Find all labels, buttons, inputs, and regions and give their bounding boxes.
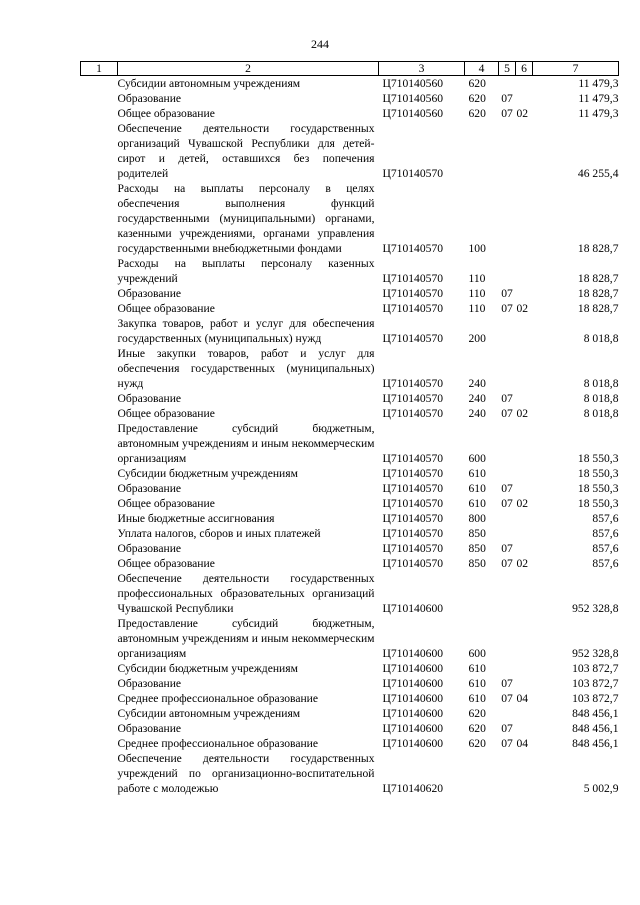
target-article-code: Ц710140570: [382, 242, 444, 255]
table-row: [81, 751, 619, 796]
header-col-5: 5: [499, 62, 516, 76]
amount: 18 550,3: [577, 452, 619, 465]
section-code: [499, 616, 516, 661]
row-number-cell: [81, 751, 118, 796]
row-number-cell: [81, 286, 118, 301]
subsection-code: [516, 676, 533, 691]
target-article-code: Ц710140570: [382, 452, 444, 465]
subsection-code: 04: [516, 692, 529, 705]
expense-name: Общее образование: [117, 557, 215, 570]
expense-type-code: 850: [468, 527, 486, 540]
row-number-cell: [81, 511, 118, 526]
amount: 103 872,7: [572, 692, 619, 705]
expense-name: Обеспечение деятельности государственных профессиональных образовательных организаций Чувашской Республики: [117, 572, 375, 615]
section-code: [499, 421, 516, 466]
amount: 952 328,8: [572, 602, 619, 615]
table-row: [81, 121, 619, 181]
amount: 857,6: [592, 542, 619, 555]
target-article-code: Ц710140570: [382, 527, 444, 540]
expense-type-code: 620: [468, 707, 486, 720]
amount: 857,6: [592, 527, 619, 540]
table-row: [81, 556, 619, 571]
subsection-code: [516, 571, 533, 616]
subsection-code: [516, 316, 533, 346]
budget-table: [80, 61, 619, 796]
expense-name: Образование: [117, 722, 182, 735]
row-number-cell: [81, 676, 118, 691]
table-header: [81, 62, 619, 76]
expense-type-code: 240: [468, 377, 486, 390]
amount: 46 255,4: [577, 167, 619, 180]
subsection-code: [516, 256, 533, 286]
table-row: [81, 541, 619, 556]
expense-type-code: 610: [468, 497, 486, 510]
subsection-code: [516, 706, 533, 721]
expense-name: Среднее профессиональное образование: [117, 737, 319, 750]
amount: 103 872,7: [572, 677, 619, 690]
section-code: [499, 661, 516, 676]
table-row: [81, 676, 619, 691]
amount: 952 328,8: [572, 647, 619, 660]
row-number-cell: [81, 706, 118, 721]
subsection-code: 02: [516, 557, 529, 570]
amount: 848 456,1: [572, 722, 619, 735]
table-row: [81, 301, 619, 316]
table-row: [81, 691, 619, 706]
table-row: [81, 661, 619, 676]
expense-type-code: 620: [468, 77, 486, 90]
target-article-code: Ц710140570: [382, 407, 444, 420]
target-article-code: Ц710140570: [382, 167, 444, 180]
subsection-code: [516, 541, 533, 556]
expense-name: Общее образование: [117, 107, 215, 120]
target-article-code: Ц710140570: [382, 302, 444, 315]
section-code: 07: [501, 407, 513, 420]
amount: 8 018,8: [583, 407, 619, 420]
section-code: 07: [501, 392, 513, 405]
expense-type-code: 610: [468, 482, 486, 495]
header-col-1: 1: [81, 62, 118, 76]
subsection-code: [516, 121, 533, 181]
expense-type-code: 600: [468, 647, 486, 660]
table-row: [81, 391, 619, 406]
target-article-code: Ц710140570: [382, 392, 444, 405]
target-article-code: Ц710140570: [382, 287, 444, 300]
table-row: [81, 496, 619, 511]
section-code: [499, 466, 516, 481]
subsection-code: [516, 346, 533, 391]
row-number-cell: [81, 391, 118, 406]
target-article-code: Ц710140560: [382, 107, 444, 120]
section-code: [499, 706, 516, 721]
subsection-code: [516, 91, 533, 106]
target-article-code: Ц710140570: [382, 272, 444, 285]
amount: 8 018,8: [583, 332, 619, 345]
expense-type-code: 610: [468, 677, 486, 690]
table-row: [81, 106, 619, 121]
row-number-cell: [81, 481, 118, 496]
row-number-cell: [81, 76, 118, 92]
target-article-code: Ц710140570: [382, 467, 444, 480]
section-code: [499, 511, 516, 526]
table-row: [81, 736, 619, 751]
expense-type-code: 620: [468, 737, 486, 750]
amount: 857,6: [592, 557, 619, 570]
target-article-code: Ц710140600: [382, 737, 444, 750]
amount: 8 018,8: [583, 377, 619, 390]
header-col-2: 2: [118, 62, 379, 76]
header-col-7: 7: [533, 62, 619, 76]
section-code: 07: [501, 692, 513, 705]
expense-name: Среднее профессиональное образование: [117, 692, 319, 705]
expense-name: Общее образование: [117, 302, 215, 315]
section-code: 07: [501, 107, 513, 120]
row-number-cell: [81, 541, 118, 556]
subsection-code: [516, 421, 533, 466]
amount: 5 002,9: [583, 782, 619, 795]
subsection-code: [516, 616, 533, 661]
table-row: [81, 316, 619, 346]
table-row: [81, 406, 619, 421]
header-col-3: 3: [379, 62, 465, 76]
row-number-cell: [81, 721, 118, 736]
expense-name: Расходы на выплаты персоналу в целях обеспечения выполнения функций государственными (муниципальными) органами, казенными учреждениями, органами управления государственными внебюджетными фондами: [117, 182, 375, 255]
section-code: [499, 316, 516, 346]
amount: 18 550,3: [577, 482, 619, 495]
subsection-code: [516, 391, 533, 406]
section-code: [499, 181, 516, 256]
section-code: 07: [501, 722, 513, 735]
expense-type-code: 620: [468, 722, 486, 735]
expense-name: Образование: [117, 92, 182, 105]
section-code: [499, 76, 516, 92]
expense-name: Общее образование: [117, 407, 215, 420]
row-number-cell: [81, 466, 118, 481]
expense-type-code: 850: [468, 542, 486, 555]
expense-name: Образование: [117, 287, 182, 300]
amount: 857,6: [592, 512, 619, 525]
amount: 103 872,7: [572, 662, 619, 675]
amount: 18 828,7: [577, 287, 619, 300]
table-body: [81, 76, 619, 797]
target-article-code: Ц710140600: [382, 602, 444, 615]
expense-name: Иные бюджетные ассигнования: [117, 512, 275, 525]
row-number-cell: [81, 121, 118, 181]
row-number-cell: [81, 736, 118, 751]
expense-name: Образование: [117, 677, 182, 690]
target-article-code: Ц710140570: [382, 497, 444, 510]
expense-type-code: 110: [468, 302, 486, 315]
amount: 848 456,1: [572, 707, 619, 720]
row-number-cell: [81, 556, 118, 571]
expense-type-code: 110: [468, 287, 486, 300]
expense-name: Предоставление субсидий бюджетным, автономным учреждениям и иным некоммерческим организациям: [117, 617, 375, 660]
row-number-cell: [81, 301, 118, 316]
row-number-cell: [81, 661, 118, 676]
subsection-code: [516, 76, 533, 92]
expense-type-code: 800: [468, 512, 486, 525]
row-number-cell: [81, 256, 118, 286]
table-row: [81, 91, 619, 106]
subsection-code: 02: [516, 107, 529, 120]
target-article-code: Ц710140560: [382, 92, 444, 105]
subsection-code: [516, 181, 533, 256]
expense-type-code: 620: [468, 107, 486, 120]
amount: 18 550,3: [577, 497, 619, 510]
row-number-cell: [81, 91, 118, 106]
expense-name: Субсидии автономным учреждениям: [117, 77, 301, 90]
row-number-cell: [81, 496, 118, 511]
section-code: 07: [501, 497, 513, 510]
row-number-cell: [81, 106, 118, 121]
expense-type-code: 600: [468, 452, 486, 465]
target-article-code: Ц710140600: [382, 662, 444, 675]
subsection-code: 02: [516, 302, 529, 315]
subsection-code: [516, 511, 533, 526]
subsection-code: 02: [516, 497, 529, 510]
target-article-code: Ц710140620: [382, 782, 444, 795]
target-article-code: Ц710140560: [382, 77, 444, 90]
section-code: 07: [501, 557, 513, 570]
table-row: [81, 571, 619, 616]
subsection-code: [516, 526, 533, 541]
expense-type-code: 610: [468, 467, 486, 480]
table-row: [81, 286, 619, 301]
subsection-code: 02: [516, 407, 529, 420]
expense-type-code: 240: [468, 407, 486, 420]
expense-name: Предоставление субсидий бюджетным, автономным учреждениям и иным некоммерческим организациям: [117, 422, 375, 465]
row-number-cell: [81, 406, 118, 421]
expense-name: Обеспечение деятельности государственных организаций Чувашской Республики для детей-сирот и детей, оставшихся без попечения родителей: [117, 122, 375, 180]
expense-type-code: 240: [468, 392, 486, 405]
amount: 18 828,7: [577, 242, 619, 255]
table-row: [81, 466, 619, 481]
expense-name: Обеспечение деятельности государственных учреждений по организационно-воспитательной работе с молодежью: [117, 752, 375, 795]
table-row: [81, 346, 619, 391]
subsection-code: [516, 661, 533, 676]
expense-name: Иные закупки товаров, работ и услуг для обеспечения государственных (муниципальных) нужд: [117, 347, 375, 390]
page-number: 244: [311, 37, 329, 51]
expense-name: Уплата налогов, сборов и иных платежей: [117, 527, 321, 540]
target-article-code: Ц710140600: [382, 677, 444, 690]
section-code: 07: [501, 542, 513, 555]
row-number-cell: [81, 526, 118, 541]
amount: 8 018,8: [583, 392, 619, 405]
target-article-code: Ц710140570: [382, 542, 444, 555]
subsection-code: [516, 286, 533, 301]
row-number-cell: [81, 616, 118, 661]
subsection-code: 04: [516, 737, 529, 750]
amount: 18 828,7: [577, 272, 619, 285]
target-article-code: Ц710140600: [382, 722, 444, 735]
target-article-code: Ц710140570: [382, 512, 444, 525]
expense-name: Образование: [117, 482, 182, 495]
row-number-cell: [81, 421, 118, 466]
section-code: 07: [501, 677, 513, 690]
row-number-cell: [81, 571, 118, 616]
expense-type-code: 620: [468, 92, 486, 105]
target-article-code: Ц710140570: [382, 482, 444, 495]
expense-type-code: [465, 571, 499, 616]
table-row: [81, 421, 619, 466]
section-code: [499, 571, 516, 616]
row-number-cell: [81, 181, 118, 256]
table-row: [81, 181, 619, 256]
section-code: [499, 256, 516, 286]
target-article-code: Ц710140600: [382, 692, 444, 705]
table-row: [81, 526, 619, 541]
row-number-cell: [81, 316, 118, 346]
expense-type-code: 850: [468, 557, 486, 570]
amount: 18 550,3: [577, 467, 619, 480]
subsection-code: [516, 481, 533, 496]
table-row: [81, 616, 619, 661]
expense-name: Расходы на выплаты персоналу казенных учреждений: [117, 257, 375, 285]
expense-name: Образование: [117, 392, 182, 405]
expense-name: Субсидии автономным учреждениям: [117, 707, 301, 720]
expense-type-code: 200: [468, 332, 486, 345]
target-article-code: Ц710140600: [382, 707, 444, 720]
table-row: [81, 511, 619, 526]
section-code: 07: [501, 482, 513, 495]
target-article-code: Ц710140570: [382, 377, 444, 390]
expense-type-code: 610: [468, 662, 486, 675]
subsection-code: [516, 466, 533, 481]
amount: 848 456,1: [572, 737, 619, 750]
expense-type-code: 100: [468, 242, 486, 255]
expense-type-code: [465, 751, 499, 796]
amount: 11 479,3: [578, 92, 619, 105]
section-code: [499, 121, 516, 181]
amount: 18 828,7: [577, 302, 619, 315]
table-row: [81, 481, 619, 496]
table-row: [81, 721, 619, 736]
table-row: [81, 256, 619, 286]
row-number-cell: [81, 346, 118, 391]
table-row: [81, 706, 619, 721]
section-code: [499, 751, 516, 796]
expense-type-code: [465, 121, 499, 181]
section-code: [499, 526, 516, 541]
section-code: 07: [501, 287, 513, 300]
subsection-code: [516, 721, 533, 736]
target-article-code: Ц710140570: [382, 332, 444, 345]
target-article-code: Ц710140570: [382, 557, 444, 570]
section-code: 07: [501, 737, 513, 750]
expense-name: Закупка товаров, работ и услуг для обеспечения государственных (муниципальных) нужд: [117, 317, 375, 345]
expense-type-code: 610: [468, 692, 486, 705]
expense-type-code: 110: [468, 272, 486, 285]
expense-name: Образование: [117, 542, 182, 555]
header-col-6: 6: [516, 62, 533, 76]
row-number-cell: [81, 691, 118, 706]
target-article-code: Ц710140600: [382, 647, 444, 660]
expense-name: Общее образование: [117, 497, 215, 510]
table-row: [81, 76, 619, 92]
amount: 11 479,3: [578, 107, 619, 120]
section-code: 07: [501, 92, 513, 105]
expense-name: Субсидии бюджетным учреждениям: [117, 467, 298, 480]
expense-name: Субсидии бюджетным учреждениям: [117, 662, 298, 675]
section-code: [499, 346, 516, 391]
header-col-4: 4: [465, 62, 499, 76]
amount: 11 479,3: [578, 77, 619, 90]
section-code: 07: [501, 302, 513, 315]
subsection-code: [516, 751, 533, 796]
